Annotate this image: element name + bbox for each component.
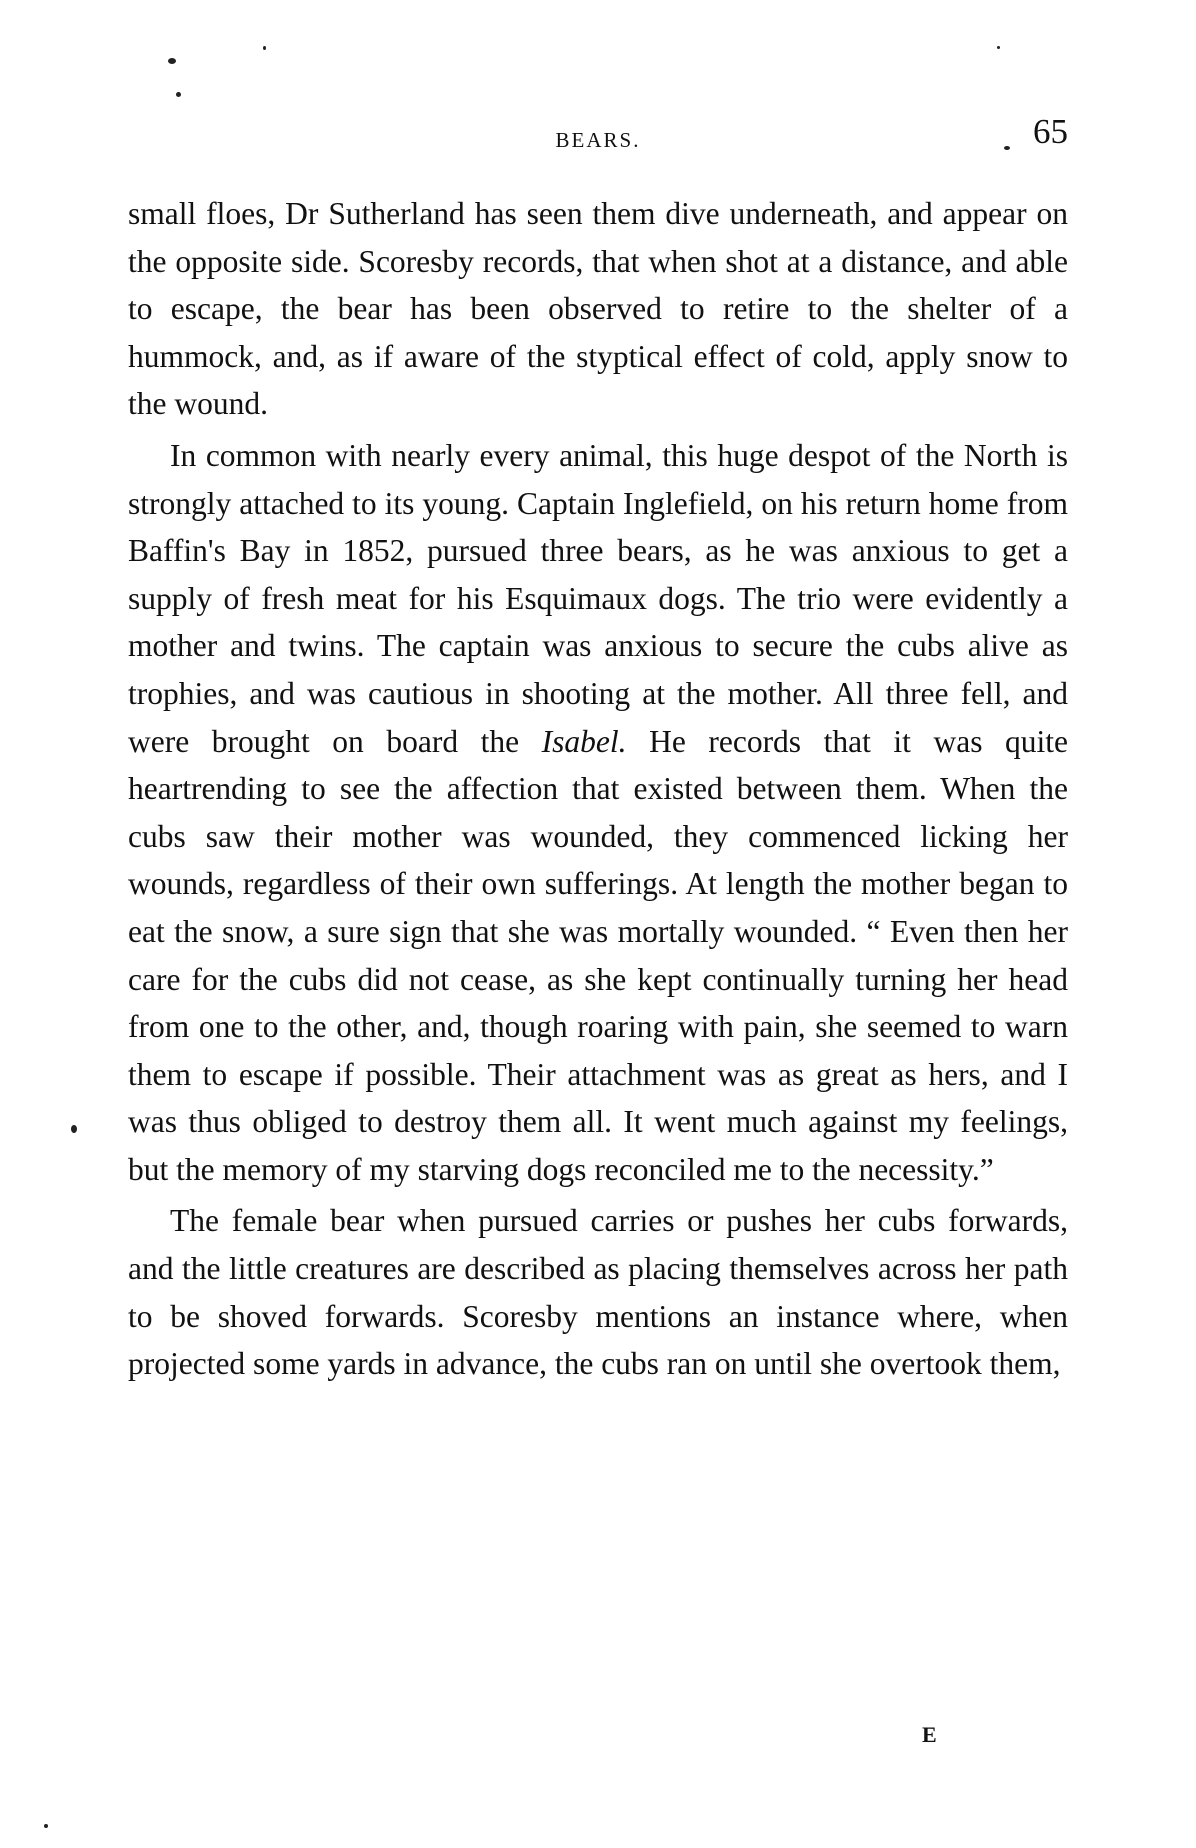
scan-speck	[176, 92, 181, 97]
scan-speck	[263, 46, 266, 50]
signature-mark: E	[922, 1722, 937, 1747]
paragraph-2-text-after: He records that it was quite heartrending to see the affection that existed between them. When the cubs saw their mother was wounded, they commenced licking her wounds, regardless of their own sufferings. At length the mother began to eat the snow, a sure sign that she was mortally wounded. “ Even then her care for the cubs did not cease, as she kept continually turning her head from one to the other, and, though roaring with pain, she seemed to warn them to escape if possible. Their attachment was as great as hers, and I was thus obliged to destroy them all. It went much against my feelings, but the memory of my starving dogs reconciled me to the necessity.”	[128, 723, 1068, 1187]
scan-speck	[168, 58, 176, 64]
body-text	[128, 190, 1068, 1388]
paragraph-2	[128, 432, 1068, 1194]
ship-name: Isabel.	[541, 723, 627, 759]
scan-speck	[71, 1125, 77, 1133]
paragraph-1: small floes, Dr Sutherland has seen them dive underneath, and appear on the opposite side. Scoresby records, that when shot at a distance, and able to escape, the bear has been observed to retire to the shelter of a hummock, and, as if aware of the styptical effect of cold, apply snow to the wound.	[128, 196, 1068, 422]
paragraph-3: The female bear when pursued carries or pushes her cubs forwards, and the little creatures are described as placing themselves across her path to be shoved forwards. Scoresby mentions an instance where, when projected some yards in advance, the cubs ran on until she overtook them,	[128, 1203, 1068, 1382]
scan-speck	[44, 1824, 48, 1828]
paragraph-2-text-before: In common with nearly every animal, this huge despot of the North is strongly attached to its young. Captain Inglefield, on his return home from Baffin's Bay in 1852, pursued three bears, as he was anxious to get a supply of fresh meat for his Esquimaux dogs. The trio were evidently a mother and twins. The captain was anxious to secure the cubs alive as trophies, and was cautious in shooting at the mother. All three fell, and were brought on board the	[128, 437, 1068, 759]
scan-speck	[1004, 146, 1010, 150]
running-title: BEARS.	[555, 128, 641, 152]
page-number: 65	[1033, 112, 1068, 151]
scan-speck	[997, 46, 1000, 49]
running-head	[128, 112, 1068, 162]
